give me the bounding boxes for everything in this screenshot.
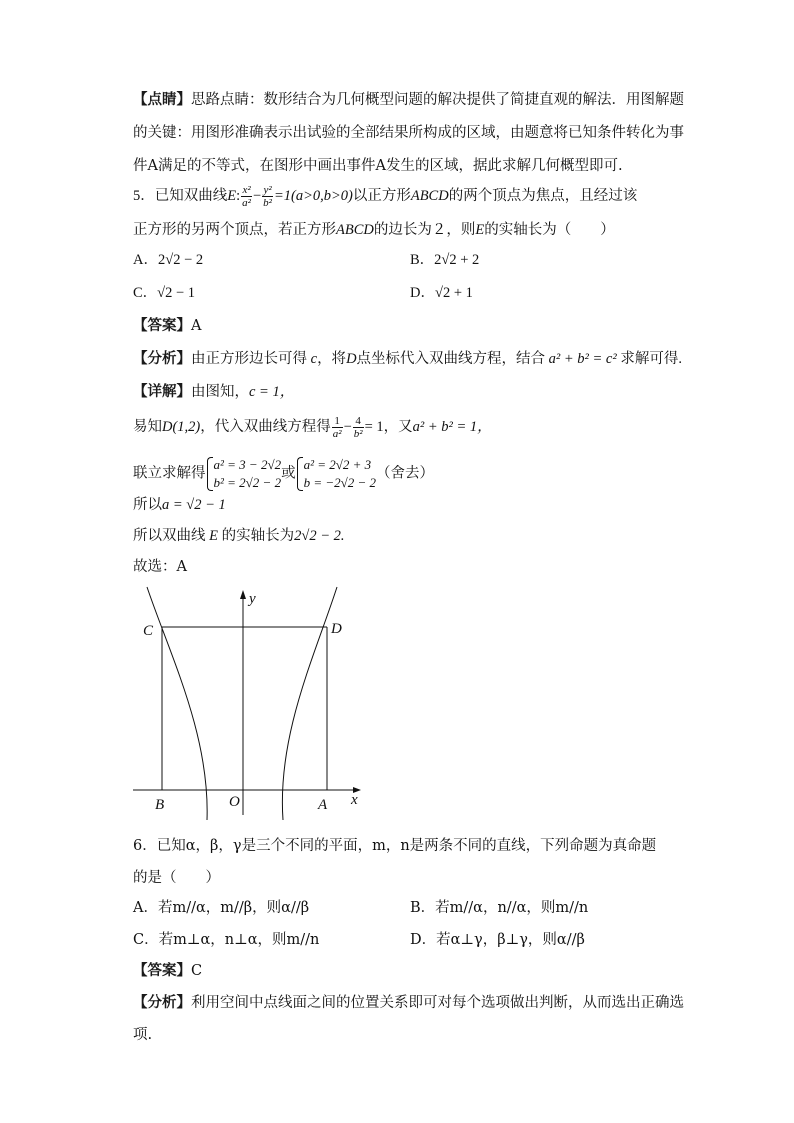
q6-option-d: D．若α⊥γ，β⊥γ，则α//β [410, 932, 585, 948]
q5-option-d: D．√2 + 1 [410, 285, 473, 301]
label-a: A [318, 797, 328, 813]
q5-detail: 【详解】由图知，c = 1， [133, 384, 295, 400]
q6-answer: 【答案】C [133, 962, 203, 979]
hyperbola-right-branch [282, 587, 337, 820]
q5-detail-line-2: 联立求解得 a² = 3 − 2√2 b² = 2√2 − 2 或 a² = 2√2 + 3 b = −2√2 − 2 （舍去） [133, 457, 435, 490]
q6-option-a: A．若m//α，m//β，则α//β [133, 900, 310, 916]
hyperbola-left-branch [147, 587, 207, 820]
q5-choice: 故选：A [133, 559, 187, 575]
q5-option-c: C．√2 − 1 [133, 285, 196, 301]
q5-line-1: 5．已知双曲线E: $\frac{\text{x²}}{\text{a²}}$ − $\frac{\text{y²}}{\text{b²}}$ =1(a>0,b>0)以正方形ABCD的两个顶点为焦点，且经过该 [133, 184, 638, 209]
q6-line-2: 的是（ ） [133, 870, 220, 886]
system-2: a² = 2√2 + 3 b = −2√2 − 2 [296, 456, 376, 492]
label-b: B [155, 797, 165, 813]
label-x: x [351, 792, 358, 808]
q6-analysis-2: 项. [133, 1027, 153, 1043]
system-1: a² = 3 − 2√2 b² = 2√2 − 2 [206, 456, 282, 492]
dianjing-line-3: 件A满足的不等式，在图形中画出事件A发生的区域，据此求解几何概型即可. [133, 158, 623, 174]
q6-line-1: 6．已知α，β，γ是三个不同的平面，m，n是两条不同的直线，下列命题为真命题 [133, 838, 657, 854]
dianjing-line-2: 的关键：用图形准确表示出试验的全部结果所构成的区域，由题意将已知条件转化为事 [133, 125, 684, 141]
q5-analysis: 【分析】由正方形边长可得 c，将D点坐标代入双曲线方程，结合 a² + b² = c² 求解可得. [133, 351, 682, 367]
label-y: y [249, 591, 256, 607]
q6-option-b: B．若m//α，n//α，则m//n [410, 900, 589, 916]
q5-option-a: A．2√2 − 2 [133, 252, 204, 268]
y-axis-arrow [240, 590, 246, 599]
q5-detail-line-4: 所以双曲线 E 的实轴长为2√2 − 2. [133, 528, 345, 544]
label-c: C [143, 623, 154, 639]
hyperbola-figure [125, 585, 375, 825]
q5-option-b: B．2√2 + 2 [410, 252, 480, 268]
q5-answer: 【答案】A [133, 317, 202, 334]
label-o: O [229, 794, 240, 810]
q5-line-2: 正方形的另两个顶点，若正方形ABCD的边长为２，则E的实轴长为（ ） [133, 222, 615, 238]
label-d: D [331, 621, 342, 637]
dianjing-tag: 【点睛】 [133, 91, 191, 108]
dianjing-line-1: 【点睛】思路点睛：数形结合为几何概型问题的解决提供了简捷直观的解法．用图解题 [133, 91, 684, 108]
q5-detail-line-1: 易知D(1,2)，代入双曲线方程得 $\frac{1}{\text{a²}}$ − $\frac{4}{\text{b²}}$ = 1，又a² + b² = 1， [133, 415, 492, 440]
q6-analysis-1: 【分析】利用空间中点线面之间的位置关系即可对每个选项做出判断，从而选出正确选 [133, 994, 684, 1011]
q5-detail-line-3: 所以a = √2 − 1 [133, 497, 226, 513]
q6-option-c: C．若m⊥α，n⊥α，则m//n [133, 932, 320, 948]
